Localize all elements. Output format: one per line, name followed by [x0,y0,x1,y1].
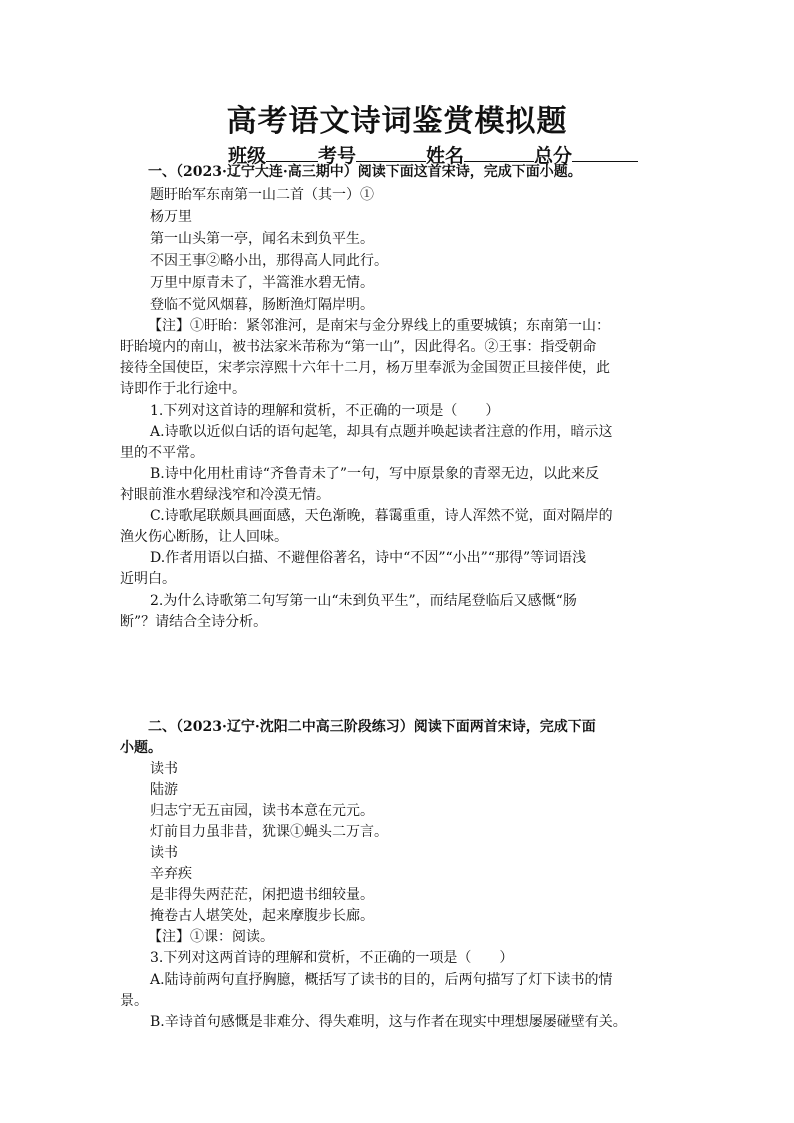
question-2-cont: 断”？请结合全诗分析。 [120,614,268,630]
section2-header-cont: 小题。 [120,740,162,756]
question-2: 2.为什么诗歌第二句写第一山“未到负平生”，而结尾登临后又感慨“肠 [150,593,577,609]
section1-note-line: 【注】①盱眙：紧邻淮河，是南宋与金分界线上的重要城镇；东南第一山： [148,318,610,334]
section1-poem-line: 万里中原青未了，半篙淮水碧无情。 [150,275,374,291]
exam-no-label: 考号 [318,145,357,167]
section1-poem-title: 题盱眙军东南第一山二首（其一）① [150,187,374,203]
section1-header: 一、（2023·辽宁大连·高三期中）阅读下面这首宋诗，完成下面小题。 [148,164,582,180]
section2-note: 【注】①课：阅读。 [148,929,274,945]
poem2-title: 读书 [150,845,178,861]
poem2-author: 辛弃疾 [150,866,192,882]
q1-option-a-cont: 里的不平常。 [120,445,204,461]
score-label: 总分 [534,145,573,167]
poem2-line: 掩卷古人堪笑处，起来摩腹步长廊。 [150,908,374,924]
section1-note-line: 接待全国使臣，宋孝宗淳熙十六年十二月，杨万里奉派为金国贺正旦接伴使，此 [120,360,610,376]
poem1-line: 灯前目力虽非昔，犹课①蝇头二万言。 [150,824,388,840]
section1-note-line: 诗即作于北行途中。 [120,381,246,397]
section1-poem-line: 登临不觉风烟暮，肠断渔灯隔岸明。 [150,297,374,313]
section1-poem-line: 第一山头第一亭，闻名未到负平生。 [150,231,374,247]
q1-option-b-cont: 衬眼前淮水碧绿浅窄和冷漠无情。 [120,487,330,503]
class-blank[interactable] [266,143,318,162]
q1-option-d: D.作者用语以白描、不避俚俗著名，诗中“不因”“小出”“那得”等词语浅 [150,550,587,566]
question-1: 1.下列对这首诗的理解和赏析，不正确的一项是（ ） [150,403,500,419]
poem1-line: 归志宁无五亩园，读书本意在元元。 [150,803,374,819]
name-label: 姓名 [426,145,465,167]
class-label: 班级 [228,145,267,167]
q1-option-b: B.诗中化用杜甫诗“齐鲁青未了”一句，写中原景象的青翠无边，以此来反 [150,466,600,482]
poem1-title: 读书 [150,761,178,777]
q1-option-c-cont: 渔火伤心断肠，让人回味。 [120,529,288,545]
q1-option-d-cont: 近明白。 [120,571,176,587]
exam-no-blank[interactable] [356,143,426,162]
question-3: 3.下列对这两首诗的理解和赏析，不正确的一项是（ ） [150,950,514,966]
name-blank[interactable] [464,143,534,162]
q3-option-b: B.辛诗首句感慨是非难分、得失难明，这与作者在现实中理想屡屡碰壁有关。 [150,1014,627,1030]
poem2-line: 是非得失两茫茫，闲把遗书细较量。 [150,887,374,903]
poem1-author: 陆游 [150,782,178,798]
score-blank[interactable] [572,143,638,162]
section2-header: 二、（2023·辽宁·沈阳二中高三阶段练习）阅读下面两首宋诗，完成下面 [148,719,596,735]
q1-option-c: C.诗歌尾联颇具画面感，天色渐晚，暮霭重重，诗人浑然不觉，面对隔岸的 [150,508,613,524]
section1-poem-author: 杨万里 [150,209,192,225]
q1-option-a: A.诗歌以近似白话的语句起笔，却具有点题并唤起读者注意的作用，暗示这 [150,424,613,440]
q3-option-a: A.陆诗前两句直抒胸臆，概括写了读书的目的，后两句描写了灯下读书的情 [150,972,613,988]
page-title: 高考语文诗词鉴赏模拟题 [226,104,568,139]
q3-option-a-cont: 景。 [120,993,148,1009]
section1-note-line: 盱眙境内的南山，被书法家米芾称为“第一山”，因此得名。②王事：指受朝命 [120,339,597,355]
section1-poem-line: 不因王事②略小出，那得高人同此行。 [150,253,388,269]
